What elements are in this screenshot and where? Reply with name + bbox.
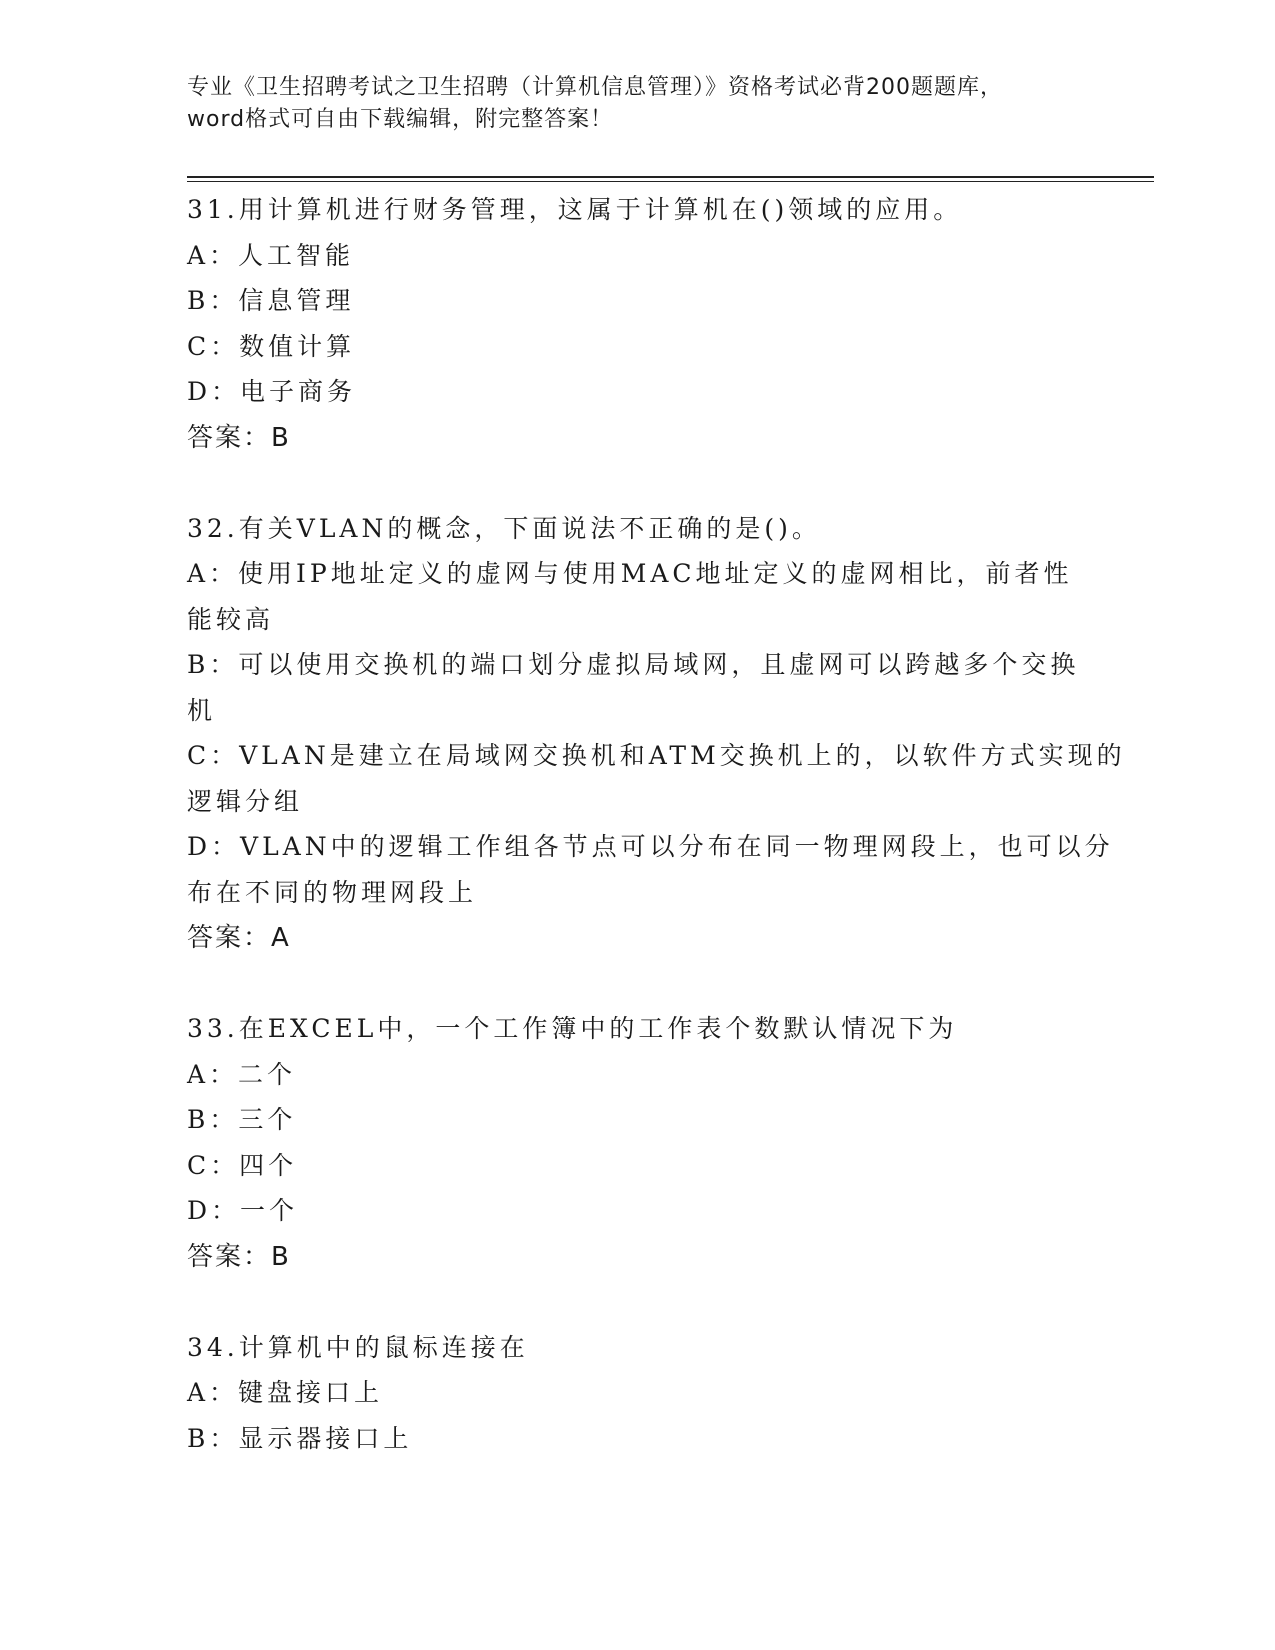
- question-stem: 31.用计算机进行财务管理，这属于计算机在()领域的应用。: [187, 195, 963, 224]
- option-d: [187, 824, 1114, 915]
- option-d: D：电子商务: [187, 377, 357, 406]
- option-a: A：键盘接口上: [187, 1378, 384, 1407]
- question-32: [187, 506, 1126, 962]
- document-header: [187, 72, 1087, 136]
- answer-label: 答案：B: [187, 1241, 291, 1272]
- question-34: [187, 1325, 1087, 1462]
- option-a: A：二个: [187, 1059, 297, 1089]
- option-a-line-2: 能较高: [187, 604, 275, 634]
- option-b: B：显示器接口上: [187, 1423, 413, 1453]
- header-title-line-1: 专业《卫生招聘考试之卫生招聘（计算机信息管理）》资格考试必背200题题库，: [187, 75, 1003, 100]
- question-stem: 34.计算机中的鼠标连接在: [187, 1332, 529, 1362]
- option-a: [187, 551, 1087, 642]
- question-list: [187, 187, 1126, 1461]
- option-b: B：三个: [187, 1105, 297, 1134]
- option-b-line-1: B：可以使用交换机的端口划分虚拟局域网，且虚网可以跨越多个交换: [187, 650, 1080, 679]
- question-stem: 32.有关VLAN的概念，下面说法不正确的是()。: [187, 513, 821, 543]
- option-c: C：数值计算: [187, 331, 356, 361]
- answer-label: 答案：A: [187, 923, 291, 953]
- answer-label: 答案：B: [187, 422, 291, 453]
- option-a: A：人工智能: [187, 240, 355, 270]
- option-a-line-1: A：使用IP地址定义的虚网与使用MAC地址定义的虚网相比，前者性: [187, 559, 1073, 588]
- option-b-line-2: 机: [187, 695, 217, 725]
- option-c: [187, 733, 1126, 824]
- header-title-line-2: word格式可自由下载编辑，附完整答案！: [187, 107, 614, 132]
- option-d: D：一个: [187, 1196, 299, 1225]
- option-d-line-2: 布在不同的物理网段上: [187, 877, 478, 907]
- question-31: [187, 187, 1087, 461]
- header-divider-thick: [187, 176, 1154, 178]
- option-c-line-2: 逻辑分组: [187, 786, 304, 816]
- question-spacer: [187, 1280, 1087, 1325]
- question-33: [187, 1006, 1087, 1280]
- header-divider-thin: [187, 181, 1154, 182]
- option-c-line-1: C：VLAN是建立在局域网交换机和ATM交换机上的，以软件方式实现的: [187, 741, 1126, 770]
- option-b: [187, 642, 1087, 733]
- question-spacer: [187, 461, 1087, 506]
- option-d-line-1: D：VLAN中的逻辑工作组各节点可以分布在同一物理网段上，也可以分: [187, 832, 1114, 861]
- question-stem: 33.在EXCEL中，一个工作簿中的工作表个数默认情况下为: [187, 1014, 958, 1043]
- option-c: C：四个: [187, 1150, 298, 1180]
- option-b: B：信息管理: [187, 286, 355, 315]
- question-spacer: [187, 961, 1087, 1006]
